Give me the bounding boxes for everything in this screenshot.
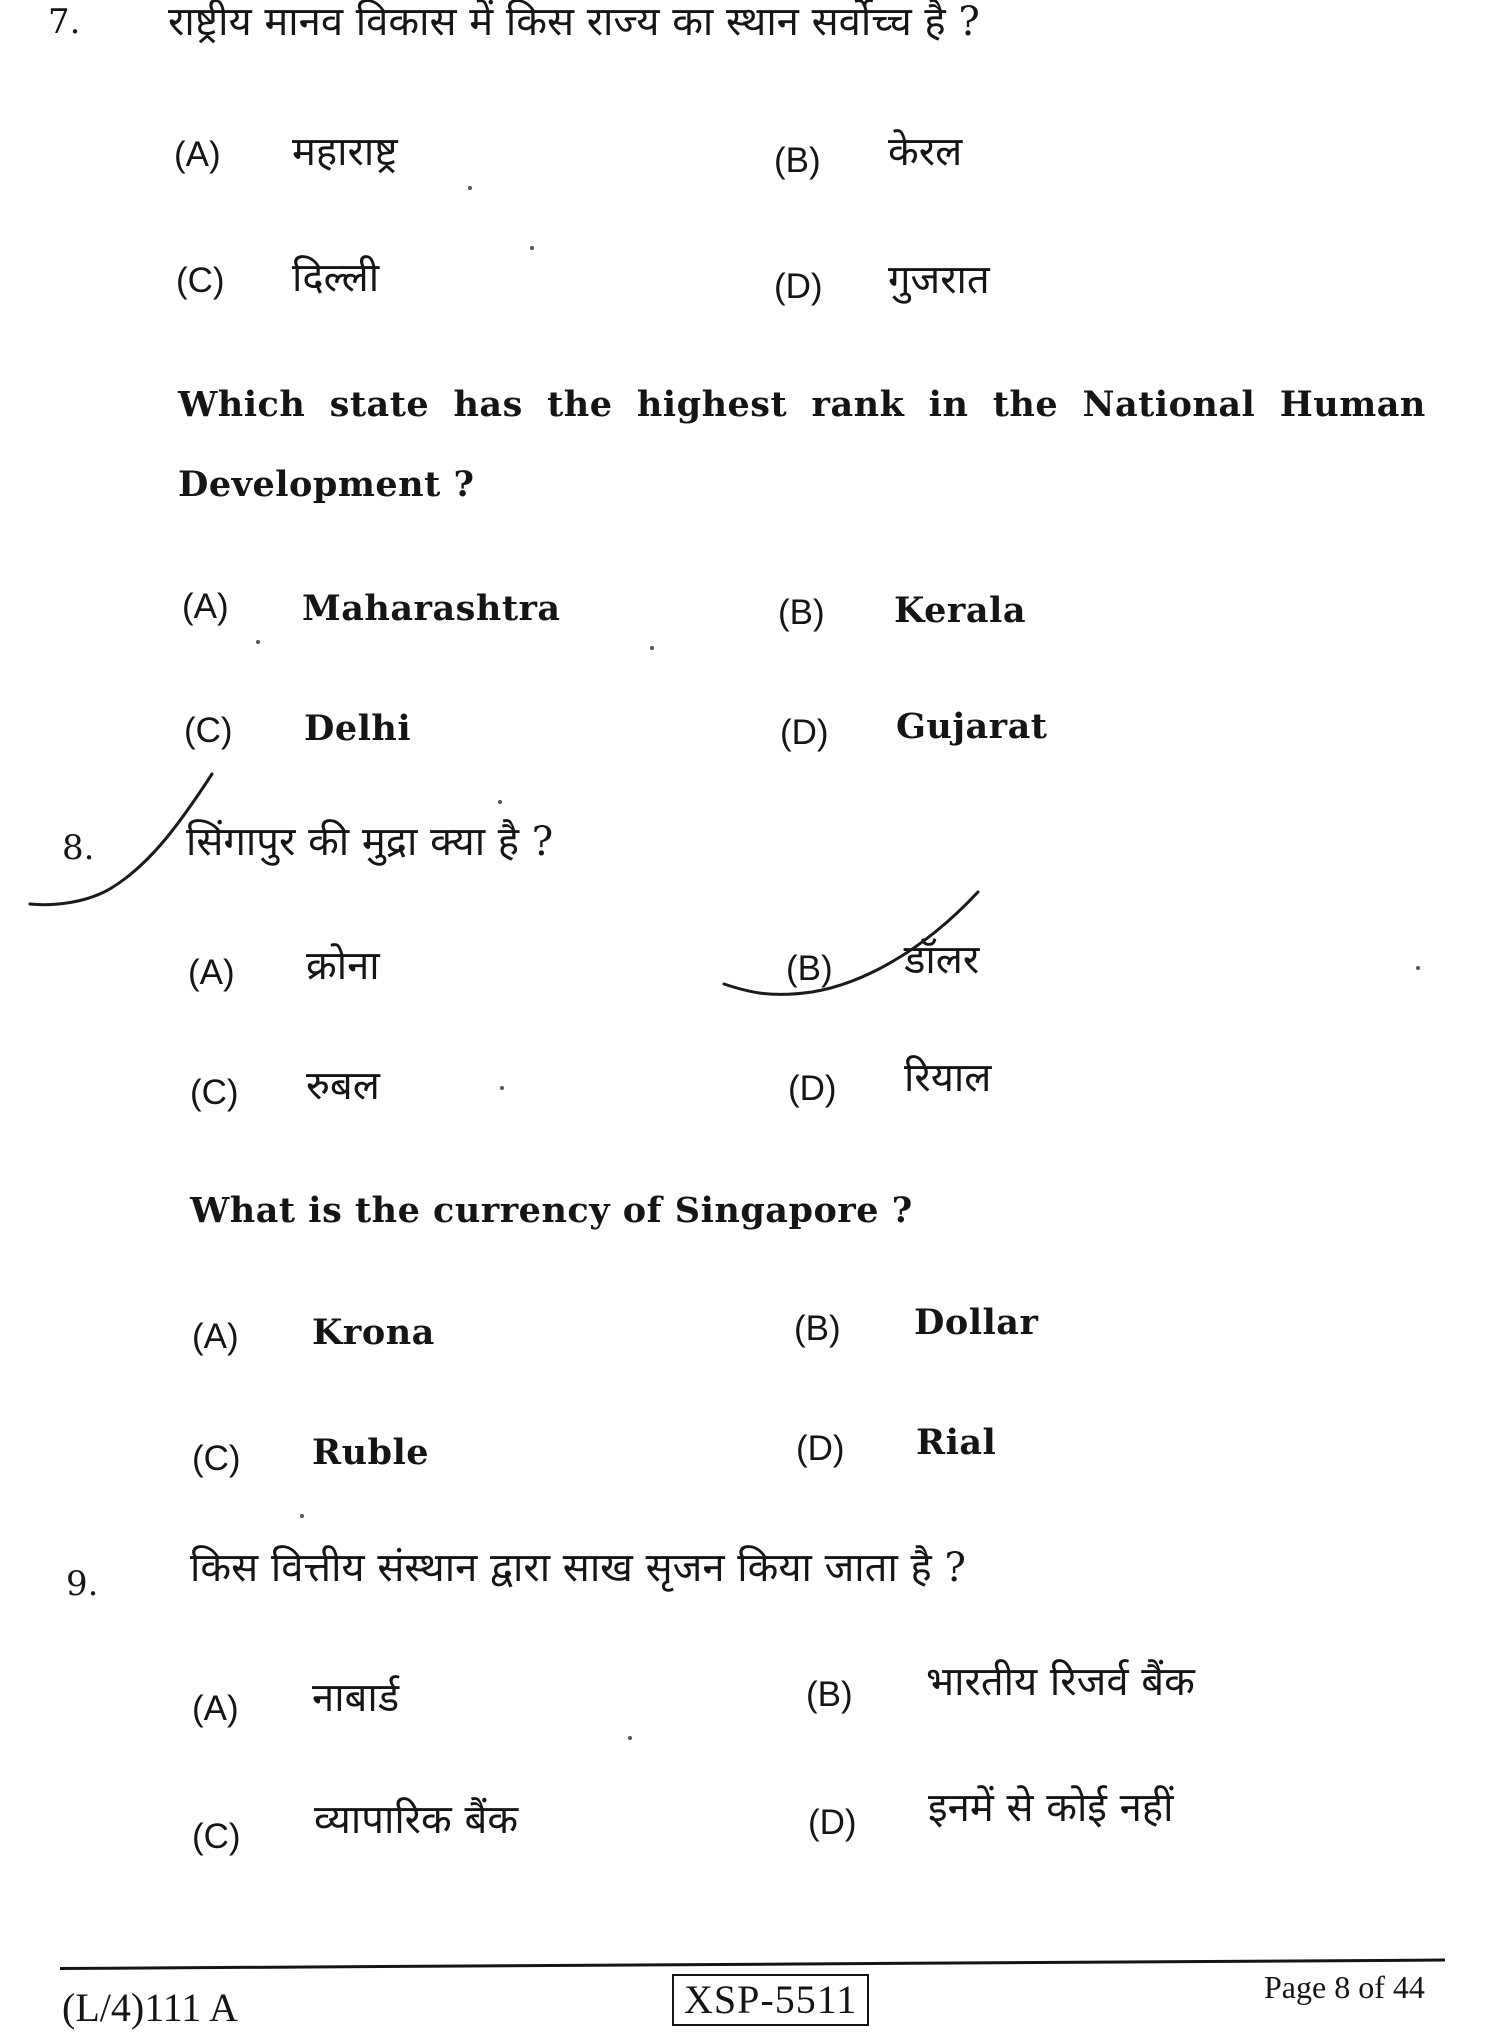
q7-hindi-option-b-text: केरल — [888, 129, 963, 175]
question-9-number: 9. — [66, 1564, 99, 1604]
q7-english-option-d-letter: (D) — [780, 713, 829, 752]
question-8-hindi-text: सिंगापुर की मुद्रा क्या है ? — [186, 819, 554, 865]
q7-hindi-option-d-letter: (D) — [774, 267, 823, 306]
page-number: Page 8 of 44 — [1264, 1969, 1425, 2005]
q7-hindi-option-b-letter: (B) — [774, 141, 821, 180]
q7-english-option-b-text: Kerala — [894, 590, 1027, 631]
q7-hindi-option-a-text: महाराष्ट्र — [292, 129, 398, 175]
q9-hindi-option-a-letter: (A) — [192, 1689, 239, 1728]
q8-english-option-c-text: Ruble — [312, 1432, 430, 1473]
q7-word: highest — [636, 384, 788, 425]
q8-hindi-option-c-letter: (C) — [190, 1073, 239, 1112]
scan-speck — [628, 1736, 632, 1740]
scan-speck — [468, 186, 472, 190]
question-9-hindi-text: किस वित्तीय संस्थान द्वारा साख सृजन किया जाता है ? — [190, 1545, 966, 1591]
q9-hindi-option-d-letter: (D) — [808, 1803, 857, 1842]
q8-english-option-b-text: Dollar — [914, 1302, 1039, 1343]
q7-word: rank — [811, 384, 905, 425]
q8-english-option-b-letter: (B) — [794, 1309, 841, 1348]
q7-word: has — [453, 384, 523, 425]
q7-word: National — [1082, 384, 1256, 425]
scan-speck — [1416, 966, 1420, 970]
q8-hindi-option-d-letter: (D) — [788, 1069, 837, 1108]
q8-hindi-option-d-text: रियाल — [904, 1055, 992, 1101]
q8-hindi-option-c-text: रुबल — [306, 1063, 380, 1109]
q8-english-option-d-text: Rial — [916, 1422, 997, 1463]
q7-english-option-c-letter: (C) — [184, 711, 233, 750]
q7-word: the — [547, 384, 613, 425]
q7-english-option-a-text: Maharashtra — [302, 588, 561, 629]
question-7-number: 7. — [48, 2, 81, 42]
scan-speck — [300, 1514, 304, 1518]
q8-hindi-option-b-letter: (B) — [786, 949, 833, 988]
q7-english-option-a-letter: (A) — [182, 587, 229, 626]
scan-speck — [256, 640, 260, 644]
q7-word: in — [928, 384, 969, 425]
q8-english-option-a-letter: (A) — [192, 1317, 239, 1356]
q7-word: Which — [178, 384, 306, 425]
q9-hindi-option-a-text: नाबार्ड — [312, 1675, 400, 1721]
question-7-english-line-1 — [178, 386, 1426, 425]
q7-english-option-b-letter: (B) — [778, 593, 825, 632]
question-8-number: 8. — [62, 828, 95, 868]
q7-hindi-option-d-text: गुजरात — [888, 257, 990, 303]
q9-hindi-option-c-text: व्यापारिक बैंक — [314, 1797, 519, 1843]
q9-hindi-option-d-text: इनमें से कोई नहीं — [928, 1785, 1174, 1831]
q8-english-option-a-text: Krona — [312, 1312, 435, 1353]
q7-english-option-d-text: Gujarat — [896, 706, 1048, 747]
paper-code: (L/4)111 A — [62, 1985, 238, 2030]
footer-rule — [60, 1959, 1445, 1970]
q8-english-option-c-letter: (C) — [192, 1439, 241, 1478]
question-7-english-line-2: Development ? — [178, 464, 475, 505]
q7-word: Human — [1279, 384, 1426, 425]
q8-hindi-option-b-text: डॉलर — [904, 937, 980, 983]
question-7-hindi-text: राष्ट्रीय मानव विकास में किस राज्य का स्थान सर्वोच्च है ? — [168, 0, 980, 45]
q7-hindi-option-c-letter: (C) — [176, 261, 225, 300]
q8-number-tick-mark — [30, 774, 212, 905]
series-code-box: XSP-5511 — [672, 1974, 869, 2026]
scan-speck — [530, 246, 534, 250]
question-8-english-text: What is the currency of Singapore ? — [190, 1190, 913, 1231]
q8-hindi-option-a-text: क्रोना — [306, 943, 380, 989]
q7-english-option-c-text: Delhi — [304, 708, 412, 749]
scan-speck — [498, 800, 502, 804]
q7-word: the — [992, 384, 1059, 425]
q8-english-option-d-letter: (D) — [796, 1429, 845, 1468]
scan-speck — [500, 1086, 504, 1090]
q8-hindi-option-a-letter: (A) — [188, 953, 235, 992]
q7-word: state — [329, 384, 430, 425]
q7-hindi-option-a-letter: (A) — [174, 135, 221, 174]
q9-hindi-option-c-letter: (C) — [192, 1817, 241, 1856]
q9-hindi-option-b-letter: (B) — [806, 1675, 853, 1714]
q7-hindi-option-c-text: दिल्ली — [292, 255, 380, 301]
q9-hindi-option-b-text: भारतीय रिजर्व बैंक — [926, 1659, 1195, 1705]
scan-speck — [650, 646, 654, 650]
